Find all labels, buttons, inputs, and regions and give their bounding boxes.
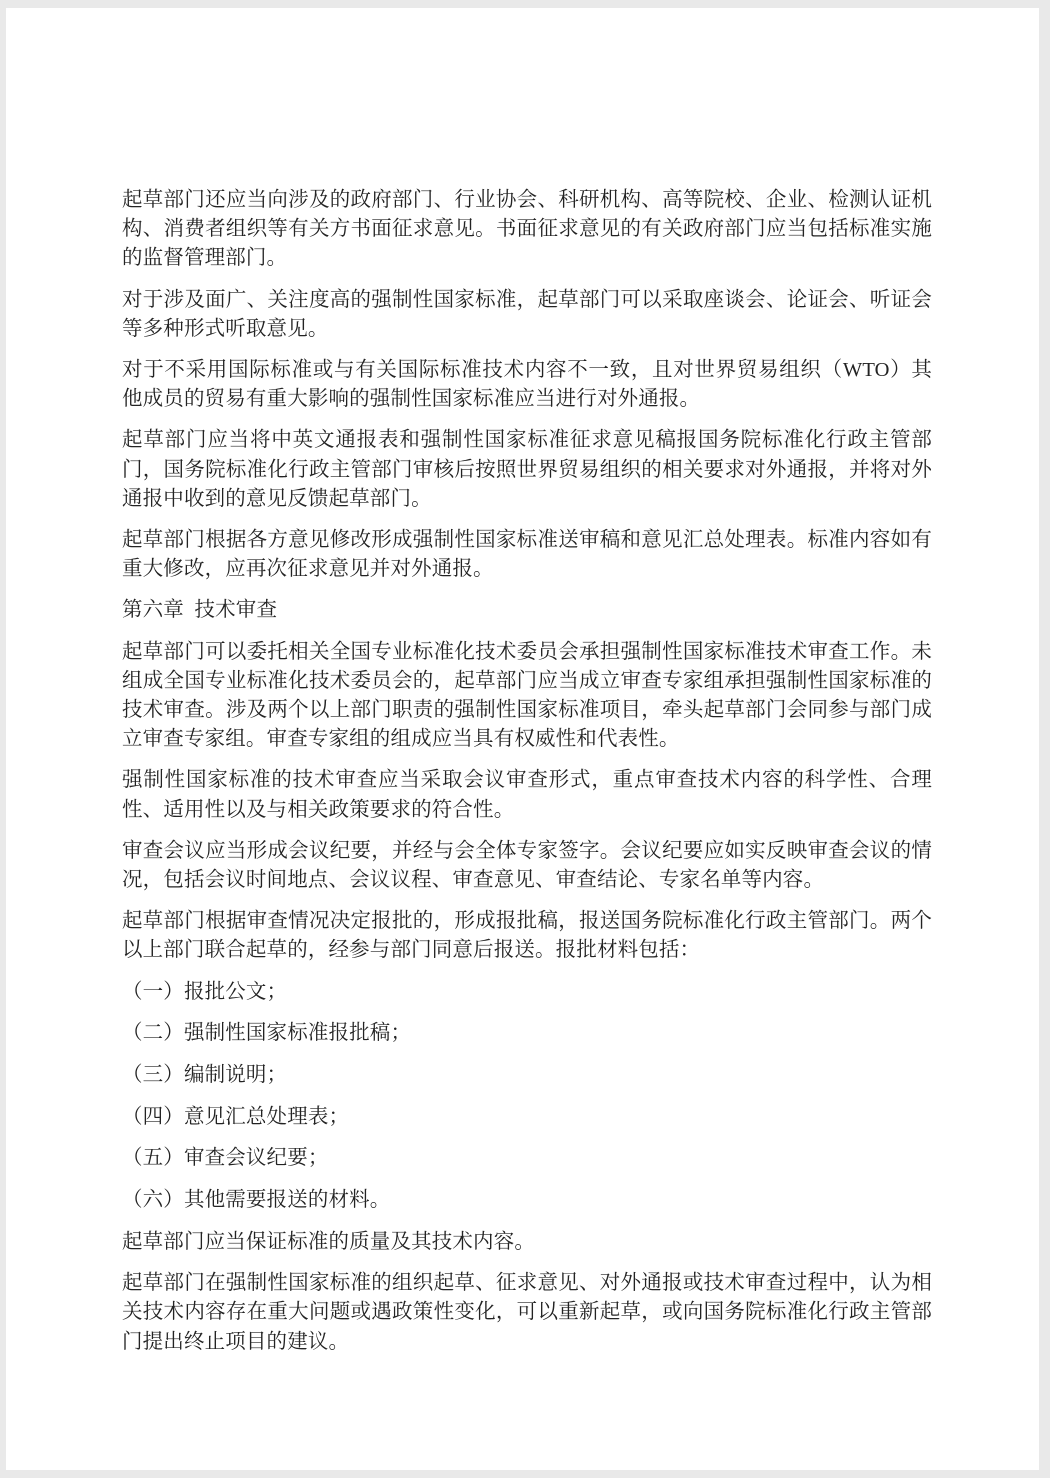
paragraph: 起草部门应当将中英文通报表和强制性国家标准征求意见稿报国务院标准化行政主管部门，国务院标准化行政主管部门审核后按照世界贸易组织的相关要求对外通报，并将对外通报中收到的意见反馈起草部门。: [122, 429, 932, 510]
paragraph: 审查会议应当形成会议纪要，并经与会全体专家签字。会议纪要应如实反映审查会议的情况，包括会议时间地点、会议议程、审查意见、审查结论、专家名单等内容。: [122, 839, 932, 892]
paragraph: 对于涉及面广、关注度高的强制性国家标准，起草部门可以采取座谈会、论证会、听证会等多种形式听取意见。: [122, 288, 932, 340]
list-item: （二）强制性国家标准报批稿；: [122, 1022, 412, 1045]
paragraph: 起草部门应当保证标准的质量及其技术内容。: [122, 1230, 535, 1253]
document-text-body: [122, 186, 932, 1357]
paragraph: 对于不采用国际标准或与有关国际标准技术内容不一致，且对世界贸易组织（WTO）其他成员的贸易有重大影响的强制性国家标准应当进行对外通报。: [122, 359, 932, 411]
paragraph: 起草部门还应当向涉及的政府部门、行业协会、科研机构、高等院校、企业、检测认证机构、消费者组织等有关方书面征求意见。书面征求意见的有关政府部门应当包括标准实施的监督管理部门。: [122, 189, 932, 270]
list-item: （三）编制说明；: [122, 1064, 288, 1087]
list-item: （六）其他需要报送的材料。: [122, 1189, 391, 1212]
paragraph: 起草部门可以委托相关全国专业标准化技术委员会承担强制性国家标准技术审查工作。未组成全国专业标准化技术委员会的，起草部门应当成立审查专家组承担强制性国家标准的技术审查。涉及两个以上部门职责的强制性国家标准项目，牵头起草部门会同参与部门成立审查专家组。审查专家组的组成应当具有权威性和代表性。: [122, 640, 932, 751]
paragraph: 强制性国家标准的技术审查应当采取会议审查形式，重点审查技术内容的科学性、合理性、适用性以及与相关政策要求的符合性。: [122, 769, 932, 821]
list-item: （五）审查会议纪要；: [122, 1147, 329, 1170]
chapter-heading: 第六章 技术审查: [122, 599, 278, 622]
paragraph: 起草部门在强制性国家标准的组织起草、征求意见、对外通报或技术审查过程中，认为相关技术内容存在重大问题或遇政策性变化，可以重新起草，或向国务院标准化行政主管部门提出终止项目的建议。: [122, 1272, 932, 1353]
paragraph: 起草部门根据审查情况决定报批的，形成报批稿，报送国务院标准化行政主管部门。两个以上部门联合起草的，经参与部门同意后报送。报批材料包括：: [122, 910, 932, 962]
paragraph: 起草部门根据各方意见修改形成强制性国家标准送审稿和意见汇总处理表。标准内容如有重大修改，应再次征求意见并对外通报。: [122, 529, 932, 581]
list-item: （四）意见汇总处理表；: [122, 1105, 350, 1128]
list-item: （一）报批公文；: [122, 980, 288, 1003]
document-page: [6, 8, 1039, 1470]
